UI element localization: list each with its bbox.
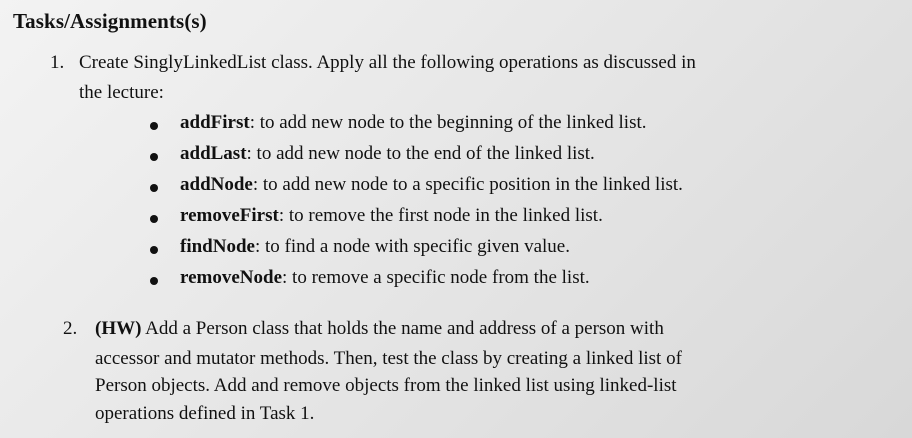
operation-name: addLast	[180, 143, 247, 164]
operation-name: findNode	[180, 236, 255, 257]
bullet-icon	[150, 277, 158, 285]
task-2-text-line-2: accessor and mutator methods. Then, test the class by creating a linked list of	[95, 347, 682, 369]
operation-name: removeNode	[180, 267, 283, 288]
bullet-icon	[150, 122, 158, 130]
task-2-line-1-rest: Add a Person class that holds the name and address of a person with	[141, 318, 664, 339]
list-item-text	[180, 174, 683, 196]
task-2-text-line-1	[95, 316, 735, 342]
list-item-text	[180, 236, 570, 258]
homework-label: (HW)	[95, 318, 142, 339]
list-item-text	[180, 112, 647, 134]
operation-description: : to find a node with specific given value.	[254, 236, 570, 257]
operation-description: : to add new node to the beginning of the linked list.	[249, 112, 647, 133]
list-item-text	[180, 205, 603, 227]
operation-description: : to remove the first node in the linked list.	[278, 205, 603, 226]
operation-description: : to remove a specific node from the list.	[282, 267, 590, 288]
list-item-text	[180, 267, 590, 289]
page-title: Tasks/Assignments(s)	[13, 9, 207, 33]
bullet-icon	[150, 215, 158, 223]
task-1-text-line-2: the lecture:	[79, 82, 164, 103]
operation-description: : to add new node to a specific position in the linked list.	[252, 174, 683, 195]
task-1-text-line-1: Create SinglyLinkedList class. Apply all the following operations as discussed in	[79, 52, 696, 73]
bullet-icon	[150, 153, 158, 161]
list-item-text	[180, 143, 595, 165]
task-2-text-line-3: Person objects. Add and remove objects from the linked list using linked-list	[95, 375, 677, 397]
operation-description: : to add new node to the end of the linked list.	[246, 143, 595, 164]
operation-name: removeFirst	[180, 205, 279, 226]
operation-name: addFirst	[180, 112, 250, 133]
task-2-number: 2.	[63, 318, 78, 339]
bullet-icon	[150, 184, 158, 192]
task-1-number: 1.	[50, 52, 65, 73]
task-2-text-line-4: operations defined in Task 1.	[95, 402, 315, 424]
operation-name: addNode	[180, 174, 253, 195]
bullet-icon	[150, 246, 158, 254]
task-2-text	[95, 300, 735, 424]
